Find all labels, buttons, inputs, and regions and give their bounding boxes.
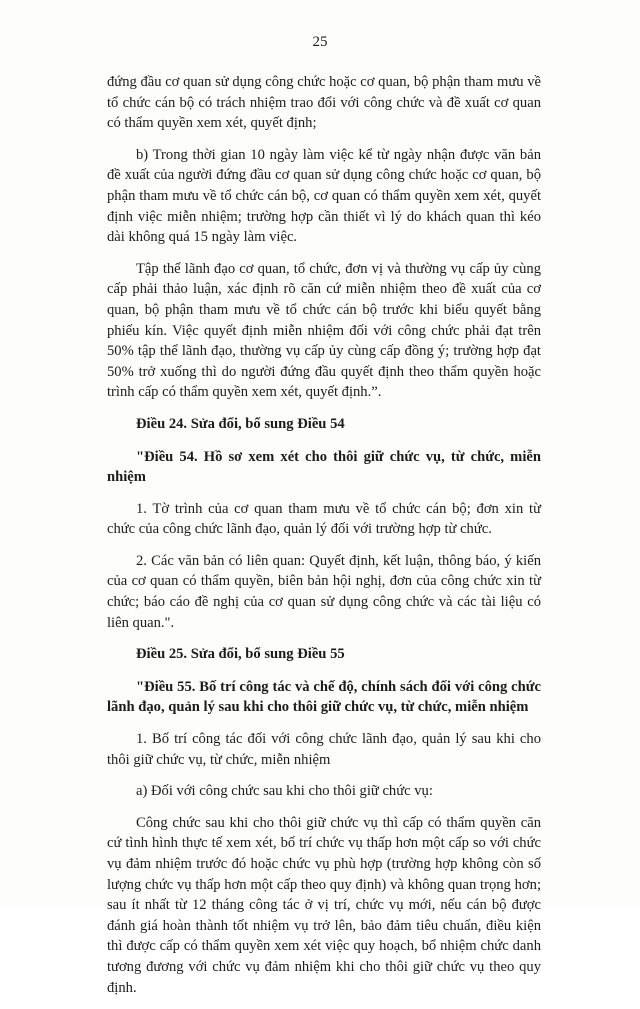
article-55-title: "Điều 55. Bố trí công tác và chế độ, chính sách đối với công chức lãnh đạo, quản lý sau khi cho thôi giữ chức vụ, từ chức, miễn nhiệm bbox=[107, 678, 541, 716]
page-number: 25 bbox=[312, 34, 328, 50]
paragraph-clause-b: b) Trong thời gian 10 ngày làm việc kể từ ngày nhận được văn bản đề xuất của người đứng đầu cơ quan sử dụng công chức hoặc cơ quan, bộ phận tham mưu về tổ chức cán bộ, cơ quan có thẩm quyền xem xét, quyết định việc miễn nhiệm; trường hợp cần thiết vì lý do khách quan thì kéo dài không quá 15 ngày làm việc. bbox=[107, 146, 541, 246]
article-54-title: "Điều 54. Hồ sơ xem xét cho thôi giữ chức vụ, từ chức, miễn nhiệm bbox=[107, 448, 541, 486]
article-54-item-2: 2. Các văn bản có liên quan: Quyết định, kết luận, thông báo, ý kiến của cơ quan có thẩm quyền, biên bản hội nghị, đơn của công chức xin từ chức; báo cáo đề nghị của cơ quan sử dụng công chức và các tài liệu có liên quan.". bbox=[107, 552, 541, 631]
article-55-item-1: 1. Bố trí công tác đối với công chức lãnh đạo, quản lý sau khi cho thôi giữ chức vụ, từ chức, miễn nhiệm bbox=[107, 731, 541, 768]
paragraph-continuation: đứng đầu cơ quan sử dụng công chức hoặc cơ quan, bộ phận tham mưu về tổ chức cán bộ có trách nhiệm trao đổi với công chức và đề xuất cơ quan có thẩm quyền xem xét, quyết định; bbox=[107, 74, 541, 132]
article-25-heading: Điều 25. Sửa đổi, bổ sung Điều 55 bbox=[136, 646, 345, 663]
article-24-heading: Điều 24. Sửa đổi, bổ sung Điều 54 bbox=[136, 415, 345, 432]
article-55-item-1a: a) Đối với công chức sau khi cho thôi giữ chức vụ: bbox=[136, 783, 433, 800]
article-54-item-1: 1. Tờ trình của cơ quan tham mưu về tổ chức cán bộ; đơn xin từ chức của công chức lãnh đạo, quản lý đối với trường hợp từ chức. bbox=[107, 500, 541, 538]
article-55-item-1a-body: Công chức sau khi cho thôi giữ chức vụ thì cấp có thẩm quyền căn cứ tình hình thực tế xem xét, bố trí chức vụ thấp hơn một cấp so với chức vụ đảm nhiệm trước đó hoặc chức vụ phù hợp (trường hợp không còn số lượng chức vụ thấp hơn một cấp theo quy định) và không quan trọng hơn; sau ít nhất từ 12 tháng công tác ở vị trí, chức vụ mới, nếu cán bộ được đánh giá hoàn thành tốt nhiệm vụ trở lên, bảo đảm tiêu chuẩn, điều kiện thì được cấp có thẩm quyền xem xét việc quy hoạch, bổ nhiệm chức danh tương đương với chức vụ đảm nhiệm khi cho thôi giữ chức vụ theo quy định. bbox=[107, 814, 541, 996]
document-body bbox=[107, 72, 541, 1009]
paragraph-collective-leadership: Tập thể lãnh đạo cơ quan, tổ chức, đơn vị và thường vụ cấp ủy cùng cấp phải thảo luận, xác định rõ căn cứ miễn nhiệm theo đề xuất của cơ quan, bộ phận tham mưu về tổ chức cán bộ trước khi biểu quyết bằng phiếu kín. Việc quyết định miễn nhiệm đối với công chức phải đạt trên 50% tập thể lãnh đạo, thường vụ cấp ủy cùng cấp đồng ý; trường hợp đạt 50% trở xuống thì do người đứng đầu quyết định theo thẩm quyền hoặc trình cấp có thẩm quyền xem xét, quyết định.”. bbox=[107, 260, 541, 401]
